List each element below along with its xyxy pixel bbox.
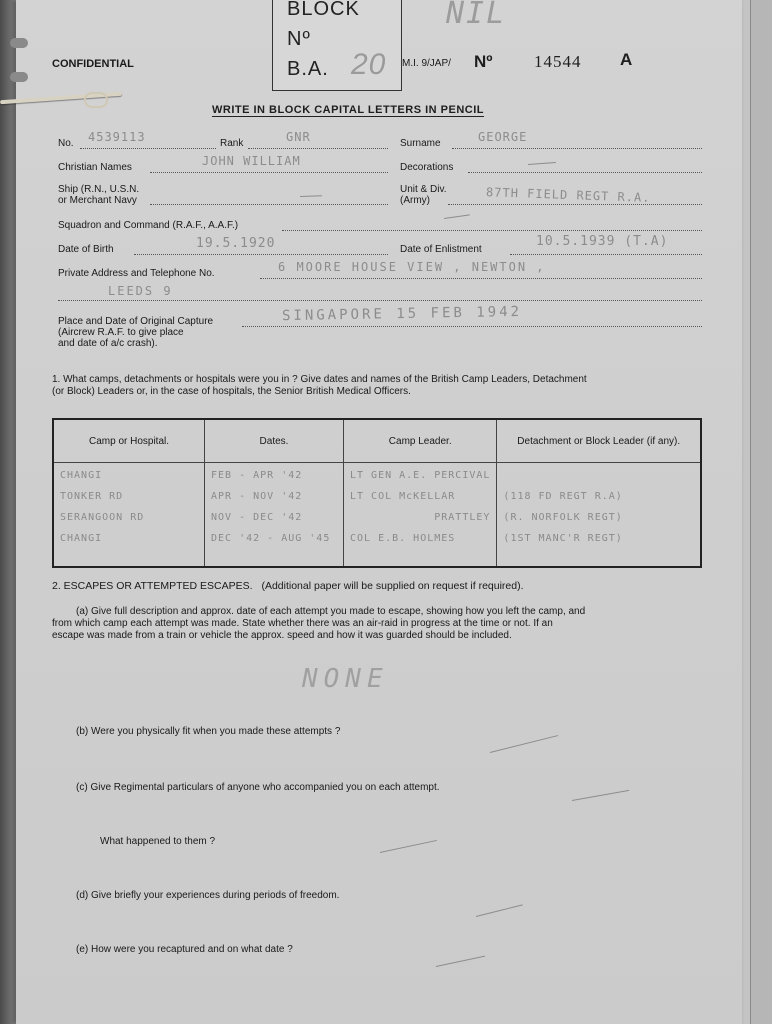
camp-dates: NOV - DEC '42 [211,512,303,523]
binding-knot [84,92,108,108]
detachment-leader: (R. NORFOLK REGT) [503,512,623,523]
rank-value: GNR [286,130,311,144]
document-sheet [16,0,742,1024]
escape-answer: NONE [302,664,389,694]
question-2a-line2: from which camp each attempt was made. State whether there was an air-raid in progress at the time or not. If an [52,618,553,629]
block-ba-label: B.A. [287,58,329,80]
christian-names-value: JOHN WILLIAM [202,154,301,168]
date-of-birth-label: Date of Birth [58,244,114,255]
camp-column-header: Camp or Hospital. [53,419,205,463]
capture-label-line1: Place and Date of Original Capture [58,316,214,327]
detachment-leader-cell [497,463,701,568]
block-number-box [272,0,402,91]
question-2e: (e) How were you recaptured and on what date ? [76,944,293,955]
question-1 [52,374,587,398]
no-label: No. [58,138,74,149]
question-1-line1: 1. What camps, detachments or hospitals were you in ? Give dates and names of the British Camp Leaders, Detachment [52,374,587,385]
camp-leader: COL E.B. HOLMES [350,533,456,544]
punch-hole [10,38,28,48]
detachment-leader-column-header: Detachment or Block Leader (if any). [497,419,701,463]
detachment-leader [503,465,694,486]
camp-leader-column-header: Camp Leader. [344,419,497,463]
date-of-enlistment-value: 10.5.1939 (T.A) [536,234,669,249]
surname-label: Surname [400,138,441,149]
capture-label-line3: and date of a/c crash). [58,338,158,349]
question-2-heading-row [52,580,524,592]
block-numero-label: Nº [287,28,311,50]
reference-prefix: M.I. 9/JAP/ [402,58,451,69]
capture-label [58,316,213,349]
ship-label-line1: Ship (R.N., U.S.N. [58,184,140,195]
address-label: Private Address and Telephone No. [58,268,215,279]
camp-name: CHANGI [60,533,103,544]
document-suffix: A [620,50,633,69]
date-of-enlistment-label: Date of Enlistment [400,244,482,255]
camp-name: SERANGOON RD [60,512,145,523]
date-of-birth-value: 19.5.1920 [196,236,276,251]
address-value-line1: 6 MOORE HOUSE VIEW , NEWTON , [278,260,546,274]
document-number: 14544 [534,52,582,71]
camp-name: CHANGI [60,470,103,481]
question-2a [52,606,585,642]
block-label: BLOCK [287,0,360,20]
dates-cell [205,463,344,568]
ship-label [58,184,139,206]
page-stack-edge-back [750,0,772,1024]
detachment-leader: (1ST MANC'R REGT) [503,533,623,544]
camp-leader: PRATTLEY [434,512,491,523]
punch-hole [10,72,28,82]
camp-table [52,418,702,568]
confidential-stamp: CONFIDENTIAL [52,58,134,70]
camp-name: TONKER RD [60,491,124,502]
question-2a-line3: escape was made from a train or vehicle the approx. speed and how it was guarded should be included. [52,630,512,641]
camp-dates: FEB - APR '42 [211,470,303,481]
camp-leader-cell [344,463,497,568]
camp-leader: LT GEN A.E. PERCIVAL [350,470,491,481]
christian-names-label: Christian Names [58,162,132,173]
squadron-label: Squadron and Command (R.A.F., A.A.F.) [58,220,239,231]
table-row [53,463,701,568]
rank-label: Rank [220,138,244,149]
address-value-line2: LEEDS 9 [108,284,173,298]
unit-label [400,184,447,206]
question-2-note: (Additional paper will be supplied on request if required). [261,580,524,592]
camp-dates: DEC '42 - AUG '45 [211,533,331,544]
question-2-heading: 2. ESCAPES OR ATTEMPTED ESCAPES. [52,580,253,592]
question-2c: (c) Give Regimental particulars of anyone who accompanied you on each attempt. [76,782,440,793]
unit-label-line2: (Army) [400,195,430,206]
question-1-line2: (or Block) Leaders or, in the case of hospitals, the Senior British Medical Officers. [52,386,411,397]
capture-value: SINGAPORE 15 FEB 1942 [281,303,523,325]
number-label: Nº [474,52,493,71]
block-handwritten-number: 20 [351,48,387,81]
question-2b: (b) Were you physically fit when you made these attempts ? [76,726,341,737]
question-2d: (d) Give briefly your experiences during periods of freedom. [76,890,340,901]
camp-dates: APR - NOV '42 [211,491,303,502]
unit-value: 87TH FIELD REGT R.A. [485,185,651,205]
ship-label-line2: or Merchant Navy [58,195,137,206]
decorations-label: Decorations [400,162,454,173]
service-number-value: 4539113 [88,130,146,144]
question-2c-followup: What happened to them ? [100,836,216,847]
unit-label-line1: Unit & Div. [400,184,447,195]
nil-annotation: NIL [446,0,507,31]
instruction-heading: WRITE IN BLOCK CAPITAL LETTERS IN PENCIL [212,104,484,116]
detachment-leader: (118 FD REGT R.A) [503,491,623,502]
dates-column-header: Dates. [205,419,344,463]
camp-cell [53,463,205,568]
camp-leader: LT COL McKELLAR [350,491,456,502]
capture-label-line2: (Aircrew R.A.F. to give place [58,327,184,338]
surname-value: GEORGE [478,130,528,144]
question-2a-line1: (a) Give full description and approx. date of each attempt you made to escape, showing how you left the camp, and [76,606,586,617]
